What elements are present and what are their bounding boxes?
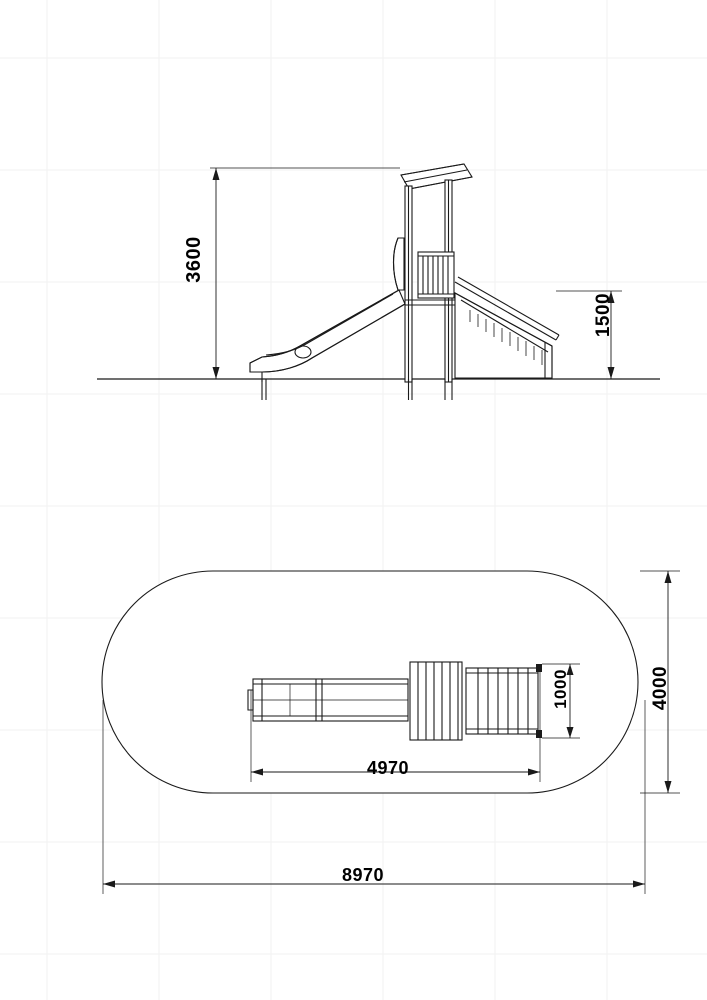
deck-guard-panel bbox=[418, 252, 454, 298]
dimension-label-3600: 3600 bbox=[182, 236, 205, 283]
slide-plan bbox=[248, 679, 408, 721]
dimension-label-4970: 4970 bbox=[367, 758, 410, 778]
stairs-plan bbox=[466, 664, 542, 738]
dimension-label-8970: 8970 bbox=[342, 865, 385, 885]
post-footings bbox=[262, 379, 543, 400]
slide bbox=[250, 290, 405, 382]
stairs-with-handrail bbox=[455, 277, 559, 378]
canopy bbox=[401, 164, 472, 189]
dimension-label-1500: 1500 bbox=[593, 292, 615, 338]
dimension-label-1000: 1000 bbox=[550, 669, 570, 709]
plan-view bbox=[102, 571, 680, 894]
dimension-label-4000: 4000 bbox=[650, 665, 672, 711]
tower-plan bbox=[410, 662, 462, 740]
